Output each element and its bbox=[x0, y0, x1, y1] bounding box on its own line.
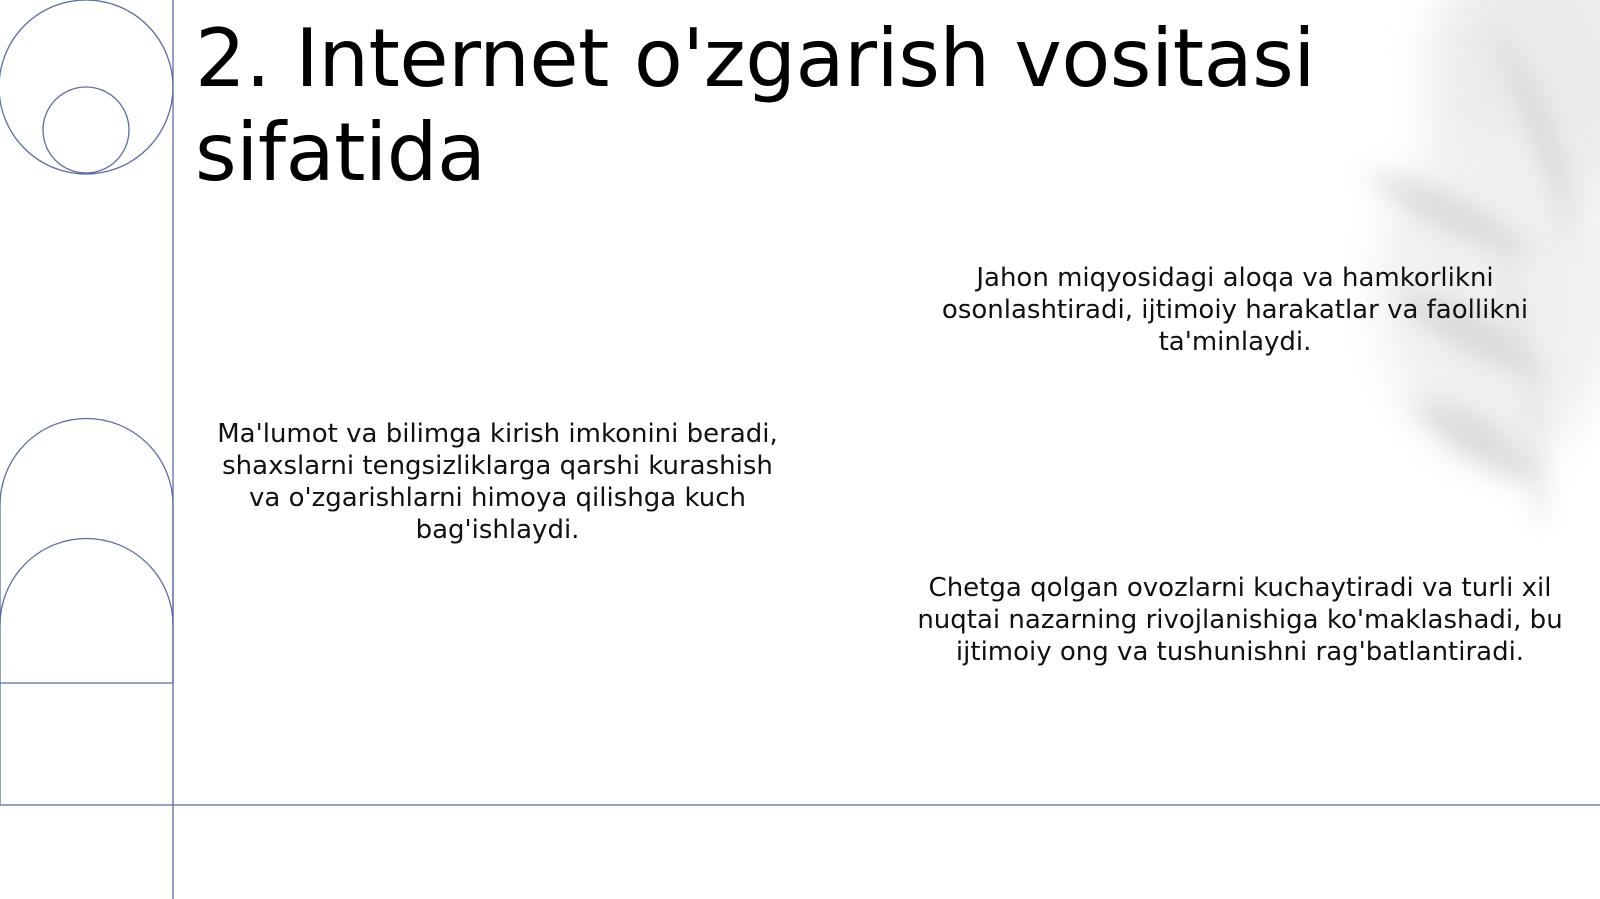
point-access-to-information: Ma'lumot va bilimga kirish imkonini beradi, shaxslarni tengsizliklarga qarshi kurashish va o'zgarishlarni himoya qilishga kuch bag'ishlaydi. bbox=[217, 419, 778, 545]
upper-arch-outline bbox=[0, 418, 173, 683]
point-amplify-voices: Chetga qolgan ovozlarni kuchaytiradi va turli xil nuqtai nazarning rivojlanishiga ko'maklashadi, bu ijtimoiy ong va tushunishni rag'batlantiradi. bbox=[917, 573, 1563, 667]
lower-arch-outline bbox=[0, 539, 173, 626]
point-global-communication: Jahon miqyosidagi aloqa va hamkorlikni osonlashtiradi, ijtimoiy harakatlar va faollikni ta'minlaydi. bbox=[941, 263, 1529, 357]
small-circle-outline bbox=[43, 87, 129, 173]
slide-title: 2. Internet o'zgarish vositasi sifatida bbox=[195, 12, 1315, 199]
